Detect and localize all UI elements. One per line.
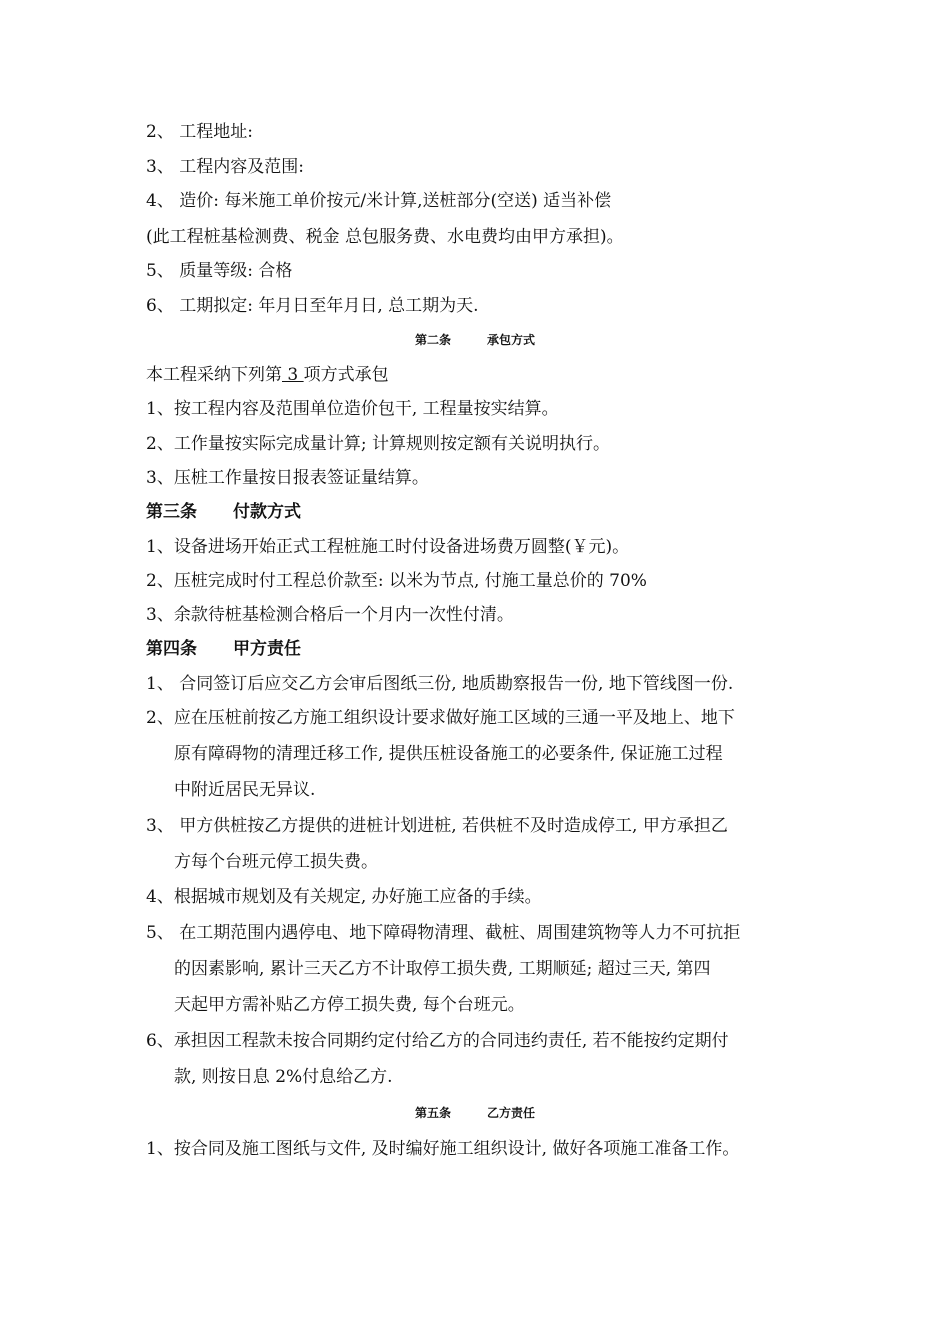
article2-intro-value: 3 (282, 365, 304, 385)
article5-title: 乙方责任 (487, 1106, 536, 1120)
article4-line-9: 的因素影响, 累计三天乙方不计取停工损失费, 工期顺延; 超过三天, 第四 (174, 959, 711, 979)
article2-heading (0, 329, 950, 351)
item-address: 2、 工程地址: (146, 122, 253, 142)
article5-heading (0, 1102, 950, 1124)
article2-item-3: 3、压桩工作量按日报表签证量结算。 (146, 468, 429, 488)
article4-line-4: 中附近居民无异议. (174, 780, 316, 800)
article3-number: 第三条 (146, 502, 197, 522)
item-price: 4、 造价: 每米施工单价按元/米计算,送桩部分(空送) 适当补偿 (146, 191, 612, 211)
article4-line-8: 5、 在工期范围内遇停电、地下障碍物清理、截桩、周围建筑物等人力不可抗拒 (146, 923, 741, 943)
article2-intro-before: 本工程采纳下列第 (146, 365, 282, 385)
article4-heading (146, 638, 301, 660)
article2-intro-after: 项方式承包 (303, 365, 389, 385)
article4-line-11: 6、承担因工程款未按合同期约定付给乙方的合同违约责任, 若不能按约定期付 (146, 1031, 729, 1051)
article4-line-7: 4、根据城市规划及有关规定, 办好施工应备的手续。 (146, 887, 542, 907)
article2-intro (146, 364, 389, 386)
item-schedule: 6、 工期拟定: 年月日至年月日, 总工期为天. (146, 296, 479, 316)
article4-line-6: 方每个台班元停工损失费。 (174, 852, 378, 872)
article3-item-2: 2、压桩完成时付工程总价款至: 以米为节点, 付施工量总价的 70% (146, 571, 647, 591)
item-quality: 5、 质量等级: 合格 (146, 261, 293, 281)
article3-item-1: 1、设备进场开始正式工程桩施工时付设备进场费万圆整(￥元)。 (146, 537, 630, 557)
article4-line-12: 款, 则按日息 2%付息给乙方. (174, 1067, 393, 1087)
article4-title: 甲方责任 (233, 639, 301, 659)
article4-number: 第四条 (146, 639, 197, 659)
article2-number: 第二条 (414, 333, 451, 347)
article3-item-3: 3、余款待桩基检测合格后一个月内一次性付清。 (146, 605, 514, 625)
article3-heading (146, 501, 301, 523)
article4-line-10: 天起甲方需补贴乙方停工损失费, 每个台班元。 (174, 995, 525, 1015)
article2-item-2: 2、工作量按实际完成量计算; 计算规则按定额有关说明执行。 (146, 434, 610, 454)
item-price-note: (此工程桩基检测费、税金 总包服务费、水电费均由甲方承担)。 (146, 227, 624, 247)
article3-title: 付款方式 (233, 502, 301, 522)
article2-item-1: 1、按工程内容及范围单位造价包干, 工程量按实结算。 (146, 399, 559, 419)
article5-number: 第五条 (414, 1106, 451, 1120)
article5-item-1: 1、按合同及施工图纸与文件, 及时编好施工组织设计, 做好各项施工准备工作。 (146, 1139, 740, 1159)
article4-line-5: 3、 甲方供桩按乙方提供的进桩计划进桩, 若供桩不及时造成停工, 甲方承担乙 (146, 816, 728, 836)
article4-line-2: 2、应在压桩前按乙方施工组织设计要求做好施工区域的三通一平及地上、地下 (146, 708, 735, 728)
article4-line-1: 1、 合同签订后应交乙方会审后图纸三份, 地质勘察报告一份, 地下管线图一份. (146, 674, 734, 694)
item-scope: 3、 工程内容及范围: (146, 157, 304, 177)
article4-line-3: 原有障碍物的清理迁移工作, 提供压桩设备施工的必要条件, 保证施工过程 (174, 744, 723, 764)
article2-title: 承包方式 (487, 333, 536, 347)
